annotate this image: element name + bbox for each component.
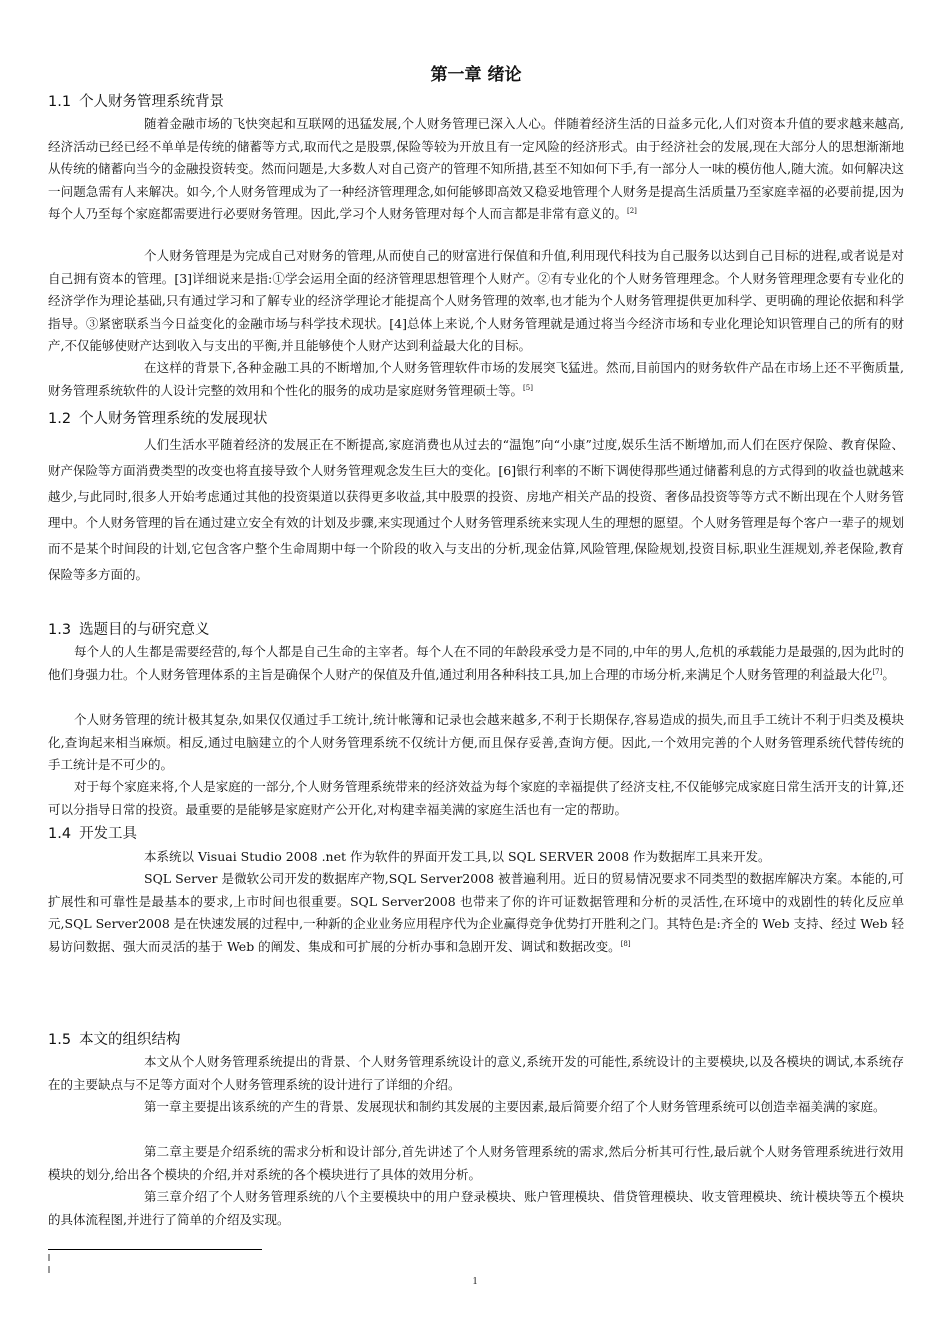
paragraph-text: 每个人的人生都是需要经营的,每个人都是自己生命的主宰者。每个人在不同的年龄段承受力是不同的,中年的男人,危机的承载能力是最强的,因为此时的他们身强力壮。个人财务管理体系的主旨是确保个人财产的保值及升值,通过利用各种科技工具,加上合理的市场分析,来满足个人财务管理的利益最大化 [48,644,904,682]
paragraph-tail: 。 [882,666,895,682]
footnote-marker [48,1254,50,1261]
paragraph-text: 第三章介绍了个人财务管理系统的八个主要模块中的用户登录模块、账户管理模块、借贷管理模块、收支管理模块、统计模块等五个模块的具体流程图,并进行了简单的介绍及实现。 [48,1189,904,1227]
paragraph [48,868,904,958]
chapter-title: 第一章 绪论 [430,65,522,85]
paragraph-text: SQL Server 是微软公司开发的数据库产物,SQL Server2008 被普遍利用。近日的贸易情况要求不同类型的数据库解决方案。本能的,可扩展性和可靠性是最基本的要求,上市时间也很重要。SQL Server2008 也带来了你的许可证数据管理和分析的灵活性,在环境中的戏剧性的转化反应单元,SQL Server2008 是在快速发展的过程中,一种新的企业业务应用程序代为企业赢得竞争优势打开胜利之门。其特色是:齐全的 Web 支持、经过 Web 轻易访问数据、强大而灵活的基于 Web 的阐发、集成和可扩展的分析办事和急剧开发、调试和数据改变。 [48,871,904,954]
section-number: 1.2 [48,411,72,427]
paragraph [48,776,904,821]
section-heading-1-5 [48,1028,181,1049]
paragraph-text: 第二章主要是介绍系统的需求分析和设计部分,首先讲述了个人财务管理系统的需求,然后分析其可行性,最后就个人财务管理系统进行效用模块的划分,给出各个模块的介绍,并对系统的各个模块进行了具体的效用分析。 [48,1144,904,1182]
paragraph-text: 人们生活水平随着经济的发展正在不断提高,家庭消费也从过去的“温饱”向“小康”过度,娱乐生活不断增加,而人们在医疗保险、教育保险、财产保险等方面消费类型的改变也将直接导致个人财务管理观念发生巨大的变化。[6]银行利率的不断下调使得那些通过储蓄利息的方式得到的收益也就越来越少,与此同时,很多人开始考虑通过其他的投资渠道以获得更多收益,其中股票的投资、房地产相关产品的投资、奢侈品投资等等方式不断出现在个人财务管理中。个人财务管理的旨在通过建立安全有效的计划及步骤,来实现通过个人财务管理系统来实现人生的理想的愿望。个人财务管理是每个客户一辈子的规划而不是某个时间段的计划,它包含客户整个生命周期中每一个阶段的收入与支出的分析,现金估算,风险管理,保险规划,投资目标,职业生涯规划,养老保险,教育保险等多方面的。 [48,437,904,582]
paragraph [48,1051,904,1096]
citation: [5] [523,383,533,392]
footnote-separator [48,1249,262,1250]
paragraph-text: 个人财务管理是为完成自己对财务的管理,从而使自己的财富进行保值和升值,利用现代科技为自己服务以达到自己目标的进程,或者说是对自己拥有资本的管理。[3]详细说来是指:①学会运用全面的经济管理思想管理个人财产。②有专业化的个人财务管理理念。个人财务管理理念要有专业化的经济学作为理论基础,只有通过学习和了解专业的经济学理论才能提高个人财务管理的效率,也才能为个人财务管理提供更加科学、更明确的理论依据和科学指导。③紧密联系当今日益变化的金融市场与科学技术现状。[4]总体上来说,个人财务管理就是通过将当今经济市场和专业化理论知识管理自己的所有的财产,不仅能够使财产达到收入与支出的平衡,并且能够使个人财产达到利益最大化的目标。 [48,248,904,354]
paragraph [48,641,904,686]
page-number: 1 [472,1276,478,1287]
section-heading-1-4 [48,822,137,843]
section-heading-1-2 [48,407,268,428]
section-heading-1-3 [48,618,210,639]
paragraph [48,1186,904,1231]
paragraph [48,709,904,777]
section-heading-1-1 [48,90,224,111]
section-number: 1.3 [48,622,72,638]
paragraph [48,245,904,358]
paragraph-text: 本系统以 Visuai Studio 2008 .net 作为软件的界面开发工具,以 SQL SERVER 2008 作为数据库工具来开发。 [144,849,771,864]
section-title: 个人财务管理系统背景 [79,94,225,110]
citation: [2] [626,207,637,216]
section-title: 本文的组织结构 [79,1032,181,1048]
section-title: 选题目的与研究意义 [79,622,210,638]
paragraph-text: 在这样的背景下,各种金融工具的不断增加,个人财务管理软件市场的发展突飞猛进。然而,目前国内的财务软件产品在市场上还不平衡质量,财务管理系统软件的人设计完整的效用和个性化的服务的成功是家庭财务管理硕士等。 [48,360,904,398]
paragraph-text: 个人财务管理的统计极其复杂,如果仅仅通过手工统计,统计帐簿和记录也会越来越多,不利于长期保存,容易造成的损失,而且手工统计不利于归类及模块化,查询起来相当麻烦。相反,通过电脑建立的个人财务管理系统不仅统计方便,而且保存妥善,查询方便。因此,一个效用完善的个人财务管理系统代替传统的手工统计是不可少的。 [48,712,904,773]
section-title: 开发工具 [79,826,138,842]
paragraph-text: 本文从个人财务管理系统提出的背景、个人财务管理系统设计的意义,系统开发的可能性,系统设计的主要模块,以及各模块的调试,本系统存在的主要缺点与不足等方面对个人财务管理系统的设计进行了详细的介绍。 [48,1054,904,1092]
paragraph-text: 对于每个家庭来将,个人是家庭的一部分,个人财务管理系统带来的经济效益为每个家庭的幸福提供了经济支柱,不仅能够完成家庭日常生活开支的计算,还可以分指导日常的投资。最重要的是能够是家庭财产公开化,对构建幸福美满的家庭生活也有一定的帮助。 [48,779,904,817]
section-title: 个人财务管理系统的发展现状 [79,411,268,427]
citation: [7] [872,667,883,676]
paragraph-text: 第一章主要提出该系统的产生的背景、发展现状和制约其发展的主要因素,最后简要介绍了个人财务管理系统可以创造幸福美满的家庭。 [144,1099,886,1114]
section-number: 1.1 [48,94,72,110]
paragraph [48,113,904,226]
section-number: 1.5 [48,1032,72,1048]
citation: [8] [620,939,631,948]
paragraph-text: 随着金融市场的飞快突起和互联网的迅猛发展,个人财务管理已深入人心。伴随着经济生活的日益多元化,人们对资本升值的要求越来越高,经济活动已经已经不单单是传统的储蓄等方式,取而代之是股票,保险等较为开放且有一定风险的经济形式。由于经济社会的发展,现在大部分人的思想渐渐地从传统的储蓄向当今的金融投资转变。然而问题是,大多数人对自己资产的管理不知所措,甚至不知如何下手,有一部分人一味的模仿他人,随大流。如何解决这一问题急需有人来解决。如今,个人财务管理成为了一种经济管理理念,如何能够即高效又稳妥地管理个人财务是提高生活质量乃至家庭幸福的必要前提,因为每个人乃至每个家庭都需要进行必要财务管理。因此,学习个人财务管理对每个人而言都是非常有意义的。 [48,116,904,222]
paragraph [48,1141,904,1186]
section-number: 1.4 [48,826,72,842]
paragraph [48,357,904,402]
paragraph [48,432,904,588]
paragraph [48,1096,904,1119]
paragraph [48,846,904,869]
footnote-marker [48,1266,50,1273]
